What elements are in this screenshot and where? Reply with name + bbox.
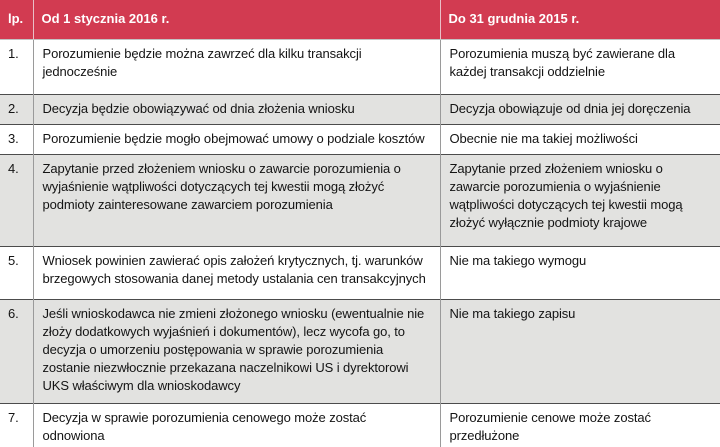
table-row <box>0 125 720 155</box>
column-header-number: lp. <box>0 0 33 40</box>
header-row <box>0 0 720 40</box>
old-rule-cell: Nie ma takiego wymogu <box>440 247 720 300</box>
old-rule-cell: Porozumienie cenowe może zostać przedłużone <box>440 404 720 447</box>
row-number-cell: 7. <box>0 404 33 447</box>
table-row <box>0 40 720 95</box>
table-body <box>0 40 720 447</box>
row-number-cell: 2. <box>0 95 33 125</box>
column-header-new-rules: Od 1 stycznia 2016 r. <box>33 0 440 40</box>
new-rule-cell: Wniosek powinien zawierać opis założeń krytycznych, tj. warunków brzegowych stosowania danej metody ustalania cen transakcyjnych <box>33 247 440 300</box>
new-rule-cell: Zapytanie przed złożeniem wniosku o zawarcie porozumienia o wyjaśnienie wątpliwości dotyczących tej kwestii mogą złożyć podmioty zainteresowane zawarciem porozumienia <box>33 155 440 247</box>
table-row <box>0 404 720 447</box>
column-header-old-rules: Do 31 grudnia 2015 r. <box>440 0 720 40</box>
old-rule-cell: Decyzja obowiązuje od dnia jej doręczenia <box>440 95 720 125</box>
table-header <box>0 0 720 40</box>
row-number-cell: 4. <box>0 155 33 247</box>
row-number-cell: 6. <box>0 300 33 404</box>
row-number-cell: 1. <box>0 40 33 95</box>
row-number-cell: 3. <box>0 125 33 155</box>
old-rule-cell: Obecnie nie ma takiej możliwości <box>440 125 720 155</box>
table-row <box>0 155 720 247</box>
new-rule-cell: Porozumienie będzie można zawrzeć dla kilku transakcji jednocześnie <box>33 40 440 95</box>
old-rule-cell: Porozumienia muszą być zawierane dla każdej transakcji oddzielnie <box>440 40 720 95</box>
row-number-cell: 5. <box>0 247 33 300</box>
new-rule-cell: Jeśli wnioskodawca nie zmieni złożonego wniosku (ewentualnie nie złoży dodatkowych wyjaśnień i dokumentów), lecz wycofa go, to decyzja o umorzeniu postępowania w sprawie porozumienia zostanie niezwłocznie przekazana naczelnikowi US i dyrektorowi UKS właściwym dla wnioskodawcy <box>33 300 440 404</box>
table-row <box>0 95 720 125</box>
old-rule-cell: Nie ma takiego zapisu <box>440 300 720 404</box>
old-rule-cell: Zapytanie przed złożeniem wniosku o zawarcie porozumienia o wyjaśnienie wątpliwości dotyczących tej kwestii mogą złożyć wyłącznie podmioty krajowe <box>440 155 720 247</box>
table-row <box>0 247 720 300</box>
new-rule-cell: Decyzja będzie obowiązywać od dnia złożenia wniosku <box>33 95 440 125</box>
table-row <box>0 300 720 404</box>
new-rule-cell: Decyzja w sprawie porozumienia cenowego może zostać odnowiona <box>33 404 440 447</box>
new-rule-cell: Porozumienie będzie mogło obejmować umowy o podziale kosztów <box>33 125 440 155</box>
